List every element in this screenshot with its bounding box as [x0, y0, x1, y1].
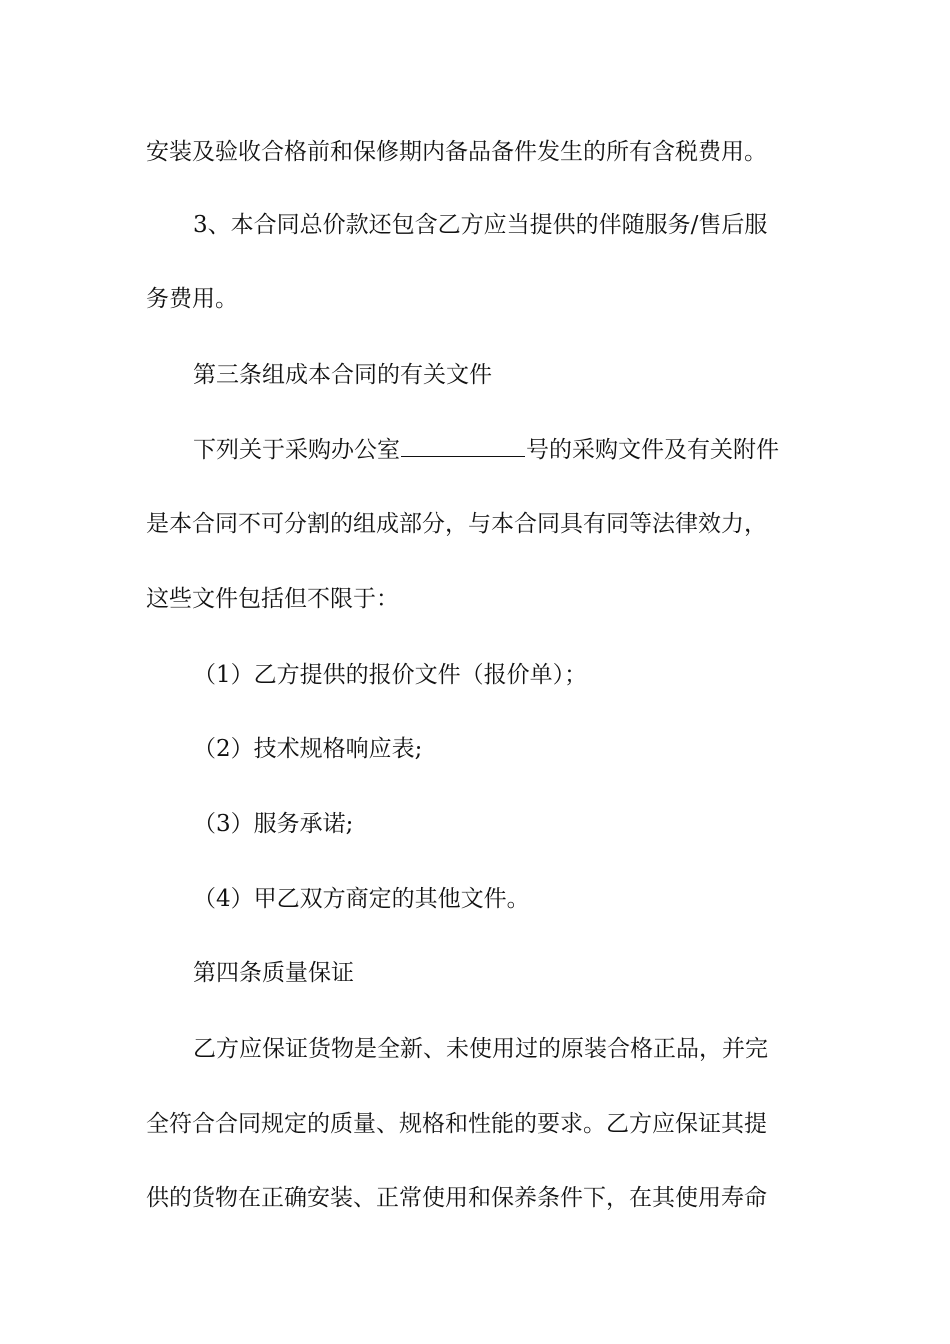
list-item: （3）服务承诺; [193, 811, 354, 837]
section-heading: 第三条组成本合同的有关文件 [193, 362, 492, 388]
paragraph-line [193, 435, 779, 465]
list-item: （1）乙方提供的报价文件（报价单）； [193, 662, 588, 688]
paragraph-line: 务费用。 [146, 286, 238, 312]
list-item: （4）甲乙双方商定的其他文件。 [193, 886, 530, 912]
text-span: 号的采购文件及有关附件 [526, 437, 779, 463]
paragraph-line: 3、本合同总价款还包含乙方应当提供的伴随服务/售后服 [193, 212, 768, 238]
paragraph-line: 是本合同不可分割的组成部分，与本合同具有同等法律效力， [146, 511, 767, 537]
paragraph-line: 这些文件包括但不限于： [146, 586, 399, 612]
paragraph-line: 全符合合同规定的质量、规格和性能的要求。乙方应保证其提 [146, 1111, 767, 1137]
paragraph-line: 乙方应保证货物是全新、未使用过的原装合格正品，并完 [193, 1036, 768, 1062]
fill-in-blank [401, 436, 525, 457]
text-span: 下列关于采购办公室 [193, 437, 400, 463]
section-heading: 第四条质量保证 [193, 960, 354, 986]
list-item: （2）技术规格响应表; [193, 736, 423, 762]
paragraph-line: 安装及验收合格前和保修期内备品备件发生的所有含税费用。 [146, 139, 767, 165]
paragraph-line: 供的货物在正确安装、正常使用和保养条件下，在其使用寿命 [146, 1185, 767, 1211]
